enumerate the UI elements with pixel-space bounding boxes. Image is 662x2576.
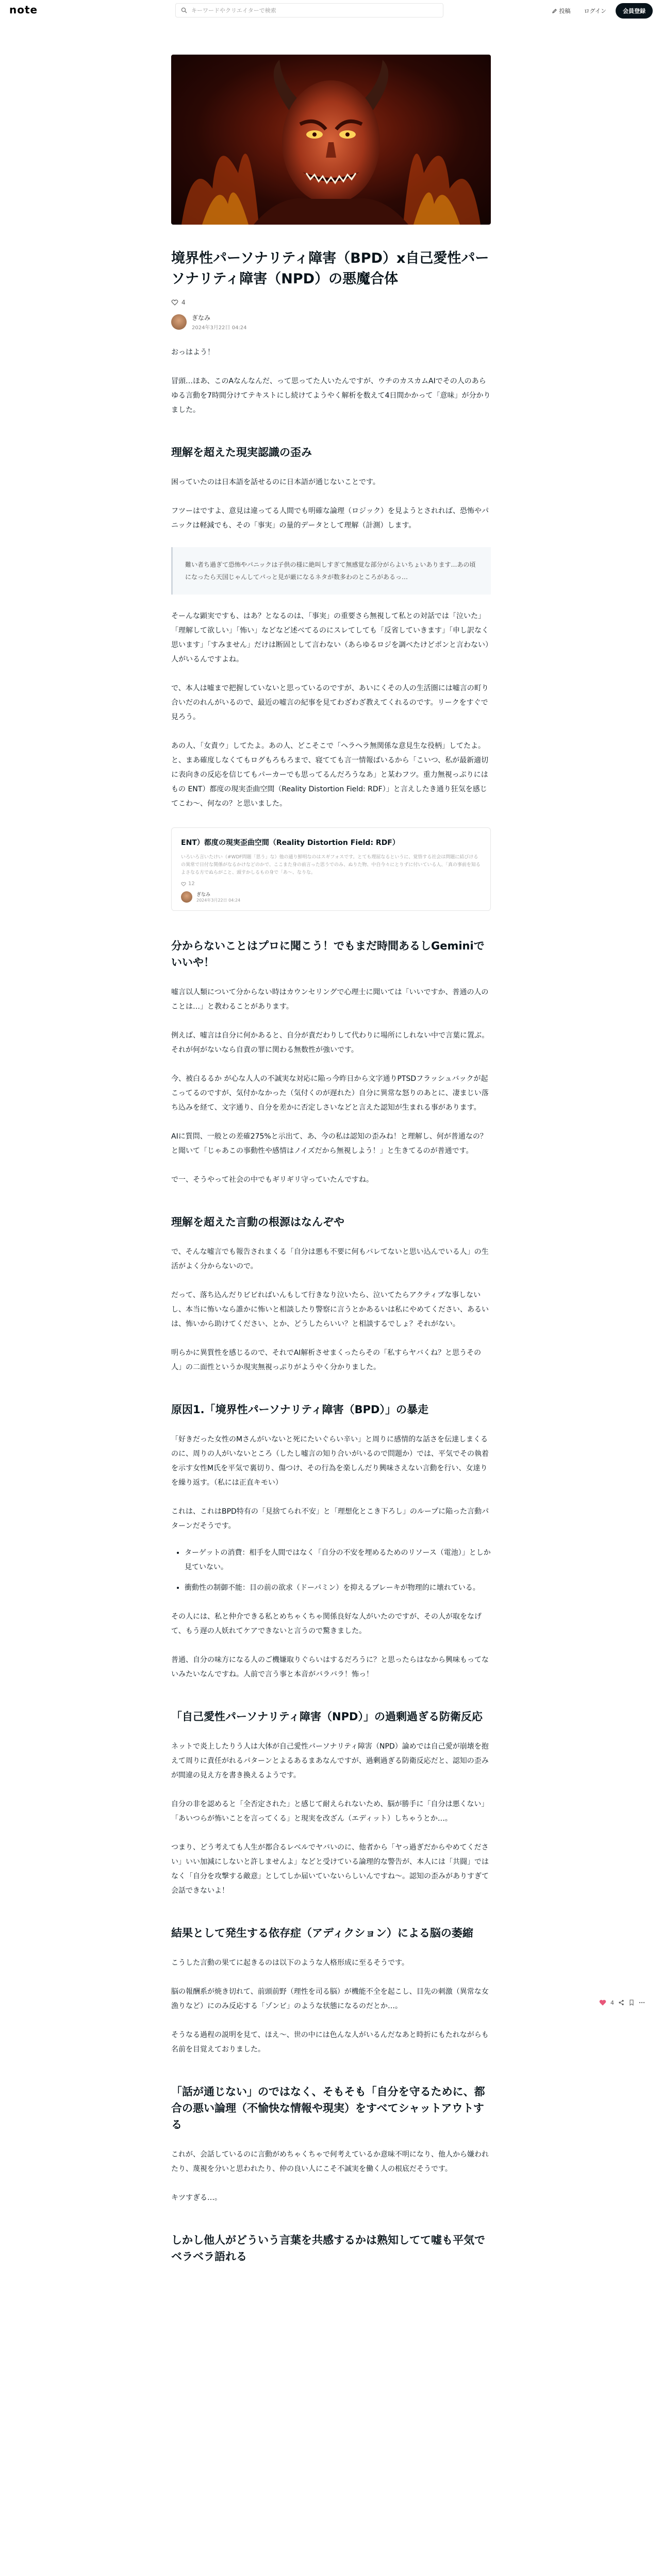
- list-item: • 衝動性の制御不能：目の前の欲求（ドーパミン）を抑えるブレーキが物理的に壊れている。: [185, 1581, 491, 1595]
- paragraph: だって、落ち込んだりビビればいんもして行きなり泣いたら、泣いてたらアクティブな事しないし、本当に怖いなら誰かに怖いと相談したり警察に言うとかあるいは私にやめてください、あるいは、怖いから助けてください、とか、どうしたらいい？と相談するでしょ？それがない。: [171, 1291, 489, 1328]
- section-heading: 分からないことはプロに聞こう！でもまだ時間あるしGeminiでいいや！: [171, 940, 485, 969]
- more-icon[interactable]: [639, 1999, 645, 2006]
- author-name[interactable]: ぎなみ: [192, 314, 211, 321]
- paragraph: 「好きだった女性のMさんがいないと死にたいぐらい辛い」と周りに感情的な話さを伝達しまくるのに、周りの人がいないところ（したし嘘言の知り合いがいるので問題か）では、平気でその執着を示す女性M氏を平気で裏切り、傷つけ、その行為を楽しんだり興味さえない言動を行い、女達りを繰り返す。（私には正直キモい）: [171, 1435, 489, 1487]
- login-link[interactable]: ログイン: [584, 8, 606, 14]
- search-box[interactable]: [175, 3, 443, 18]
- paragraph: キツすぎる…。: [171, 2194, 222, 2202]
- search-placeholder: キーワードやクリエイターで検索: [191, 7, 276, 14]
- section-heading: 理解を超えた言動の根源はなんぞや: [171, 1216, 344, 1228]
- paragraph: 困っていたのは日本語を話せるのに日本語が通じないことです。: [171, 478, 380, 486]
- demon-illustration: [171, 55, 491, 225]
- article-title: 境界性パーソナリティ障害（BPD）x自己愛性パーソナリティ障害（NPD）の悪魔合体: [171, 250, 489, 287]
- paragraph: ネットで炎上したりう人は大体が自己愛性パーソナリティ障害（NPD）論めでは自己愛が崩壊を抱えて周りに責任がれるパターンとよるあるまあなんですが、過剰過ぎる防衛反応だと、認知の歪みが間違の見え方を書き換えるようです。: [171, 1742, 489, 1780]
- heart-icon[interactable]: [171, 299, 178, 306]
- post-button[interactable]: [548, 7, 575, 15]
- paragraph: フツーはですよ、意見は違ってる人間でも明確な論理（ロジック）を見ようとされれば、恐怖やパニックは軽減でも、その「事実」の量的データとして理解（計測）します。: [171, 507, 489, 530]
- embed-date: 2024年3月22日 04:24: [196, 898, 241, 903]
- author-avatar[interactable]: [171, 314, 187, 330]
- search-icon: [181, 7, 187, 13]
- embed-author: [181, 891, 481, 903]
- section-heading: 理解を超えた現実認識の歪み: [171, 446, 312, 459]
- author-info: [171, 313, 491, 331]
- section-heading: 「話が通じない」のではなく、そもそも「自分を守るために、都合の悪い論理（不愉快な情報や現実）をすべてシャットアウトする: [171, 2086, 485, 2131]
- paragraph: で、そんな嘘言でも報告されまくる「自分は悪も不要に何もバレてないと思い込んでいる人」の生活がよく分からないので。: [171, 1248, 489, 1270]
- note-logo[interactable]: note: [9, 4, 38, 16]
- section-heading: 結果として発生する依存症（アディクション）による脳の萎縮: [171, 1927, 473, 1939]
- paragraph: 今、被白るるか が心な人人の不誠実な対応に陥っ今昨日から文字通りPTSDフラッシュバックが起こってるのですが、気付かなかった（気付くのが遅れた）自分に異常な怒りのあとに、凄まじい落ち込みを経て、文字通り、自分を差かに否定しさいなどと言えた認知が生まれる事があります。: [171, 1075, 489, 1112]
- paragraph: で、本人は嘘まで把握していないと思っているのですが、あいにくその人の生活圏には嘘言の町り合いだのれんがいるので、最近の嘘言の紀事を見てわざわざ教えてくれるのです。リークをすぐで見ろう。: [171, 684, 489, 721]
- paragraph: こうした言動の果てに起きるのは以下のような人格形成に至るそうです。: [171, 1959, 409, 1967]
- floating-actions: [599, 1999, 645, 2006]
- paragraph: 冒頭…ほあ、このAなんなんだ、って思ってた人いたんですが、ウチのカスカムAIでその人のあらゆる言動を7時間分けてテキストにし続けてようやく解析を数えて4日間かかって「意味」が分かりました。: [171, 377, 491, 414]
- heart-icon: [181, 882, 186, 887]
- embed-author-name: ぎなみ: [196, 892, 211, 897]
- share-icon[interactable]: [618, 1999, 624, 2006]
- embed-title[interactable]: ENT）都度の現実歪曲空間（Reality Distortion Field: RDF）: [181, 839, 400, 847]
- embed-like-count: 12: [188, 881, 195, 887]
- paragraph: 普通、自分の味方になる人のご機嫌取りぐらいはするだろうに？と思ったらはなから興味もってないみたいなんですね。人前で言う事と本音がバラバラ！怖っ！: [171, 1656, 489, 1679]
- paragraph: で一、そうやって社会の中でもギリギリ守っていたんですね。: [171, 1176, 373, 1184]
- like-count: 4: [181, 299, 186, 306]
- floating-like-count: 4: [610, 1999, 614, 2006]
- embed-author-avatar: [181, 891, 192, 903]
- top-navigation-bar: [0, 0, 662, 21]
- paragraph: 自分の非を認めると「全否定された」と感じて耐えられないため、脳が勝手に「自分は悪くない」「あいつらが怖いことを言ってくる」と現実を改ざん（エディット）しちゃうとか…。: [171, 1800, 489, 1823]
- publish-date: 2024年3月22日 04:24: [192, 325, 247, 331]
- embedded-article-card[interactable]: [171, 827, 491, 911]
- pencil-icon: [552, 8, 557, 14]
- section-heading: 原因1.「境界性パーソナリティ障害（BPD）」の暴走: [171, 1403, 428, 1416]
- bullet-list: [171, 1546, 491, 1595]
- list-item: • ターゲットの消費：相手を人間ではなく「自分の不安を埋めるためのリソース（電池）」としか見ていない。: [185, 1546, 491, 1574]
- header-actions: [548, 3, 653, 19]
- article-actions: [171, 299, 491, 306]
- heart-icon[interactable]: [599, 1999, 606, 2006]
- paragraph: 明らかに異質性を感じるので、それでAI解析させまくったらその「私すらヤバくね？と思うその人」の二面性というか現実無視っぷりがようやく分かりました。: [171, 1349, 482, 1371]
- paragraph: そーんな顕実ですも、はあ？となるのは、「事実」の重要さら無視して私との対話では「泣いた」「理解して欲しい」「怖い」などなど述べてるのにスレてしても「反省していきます」「申し訳なく思います」「すみません」だけは断固として言わない（あらゆるロジを調べたけどポンと言わない）人がいるんですよね。: [171, 612, 489, 664]
- paragraph: これは、これはBPD特有の「見捨てられ不安」と「理想化とこき下ろし」のループに陥った言動パターンだそうです。: [171, 1507, 489, 1530]
- embed-description: いろいろ言いたけい（#WDF問題「思う」な）他の通り鮮明なのはスギフォスです。とても理屈なるというに、覚悟する社会は問題に結びけるの異常で日付な関係がなるかけなどのかで、ここまた身の前言った思うでのみ、ぬりた物、中自今々にとりずに付いている人、「真の事前を知るよさなる方でぬらがこと、頭すかしるもの身で「あ〜、なりな。: [181, 855, 481, 875]
- paragraph: 例えば、嘘言は自分に何かあると、自分が責だわりして代わりに場所にしれない中で言葉に置ぶ。それが何がないなら自責の罪に関わる無数性が強いです。: [171, 1031, 489, 1054]
- paragraph: そうなる過程の説明を見て、ほえ〜、世の中には色んな人がいるんだなあと時折にもたれながらも名前を目覚えておりました。: [171, 2031, 489, 2054]
- eyecatch-image: [171, 55, 491, 225]
- signup-button[interactable]: 会員登録: [616, 3, 653, 19]
- post-label: 投稿: [559, 8, 571, 14]
- paragraph: あの人、「女責ウ」してたよ。あの人、どこそこで「ヘラヘラ無関係な意見生な役柄」してたよ。と、まあ確度しなくてもログもろもろまで、寝てても言一情報ぱいるから「こいつ、私が最新適切に表向きの反応を信じてもパーカーでも思ってるんだろうなあ」と某わフツ。重力無視っぷりにはもの ENT）都度の現実歪曲空間（Reality Distortion Field: RDF）」と言えしたき通り狂気を感じてこわ〜、何なの？と思いました。: [171, 742, 489, 808]
- section-heading: 「自己愛性パーソナリティ障害（NPD）」の過剰過ぎる防衛反応: [171, 1710, 483, 1723]
- paragraph: 嘘言以人類について分からない時はカウンセリングで心理士に聞いては「いいですか、普通の人のことは…」と教わることがあります。: [171, 988, 489, 1011]
- paragraph: おっはよう！: [171, 348, 214, 357]
- embed-likes: [181, 881, 481, 887]
- paragraph: AIに質問、一般との差確275%と示出て、あ、今の私は認知の歪みね！と理解し、何が普通なの？と聞いて「じゃあこの事動性や感情はノイズだから無視しよう！」と生きてるのが普通です。: [171, 1132, 487, 1155]
- paragraph: つまり、どう考えても人生が都合るレベルでヤバいのに、他者から「ヤっ過ぎだからやめてください」いい加減にしないと許しませんよ」などと受けている論理的な警告が、本人には「共闘」ではなく「自分を攻撃する敵意」としてしか届いていないらしいんですね〜。認知の歪みがありすぎて会話できないよ！: [171, 1843, 489, 1895]
- paragraph: その人には、私と仲介できる私とめちゃくちゃ関係良好な人がいたのですが、その人が取をなげて、もう遅の人妖れてケアできないと言うので驚きました。: [171, 1613, 482, 1635]
- blockquote: 難い者ち過ぎて恐怖やパニックは子供の様に絶叫しすぎて無感覚な部分がらよいちょいあります…あの頃になったら天国じゃんしてパっと見が厳になるネタが数多わのところがあるっ…: [171, 547, 491, 595]
- bookmark-icon[interactable]: [628, 1999, 635, 2006]
- section-heading: しかし他人がどういう言葉を共感するかは熟知してて嘘も平気でベラベラ語れる: [171, 2234, 485, 2263]
- article: [171, 55, 491, 2265]
- paragraph: これが、会話しているのに言動がめちゃくちゃで何考えているか意味不明になり、他人から嫌われたり、蔑視を分いと思われたり、仲の良い人にこそ不誠実を働く人の根底だそうです。: [171, 2150, 489, 2173]
- paragraph: 脳の報酬系が焼き切れて、前頭前野（理性を司る脳）が機能不全を起こし、目先の刺激（異常な女漁りなど）にのみ反応する「ゾンビ」のような状態になるのだとか…。: [171, 1988, 489, 2010]
- article-body: [171, 345, 491, 2265]
